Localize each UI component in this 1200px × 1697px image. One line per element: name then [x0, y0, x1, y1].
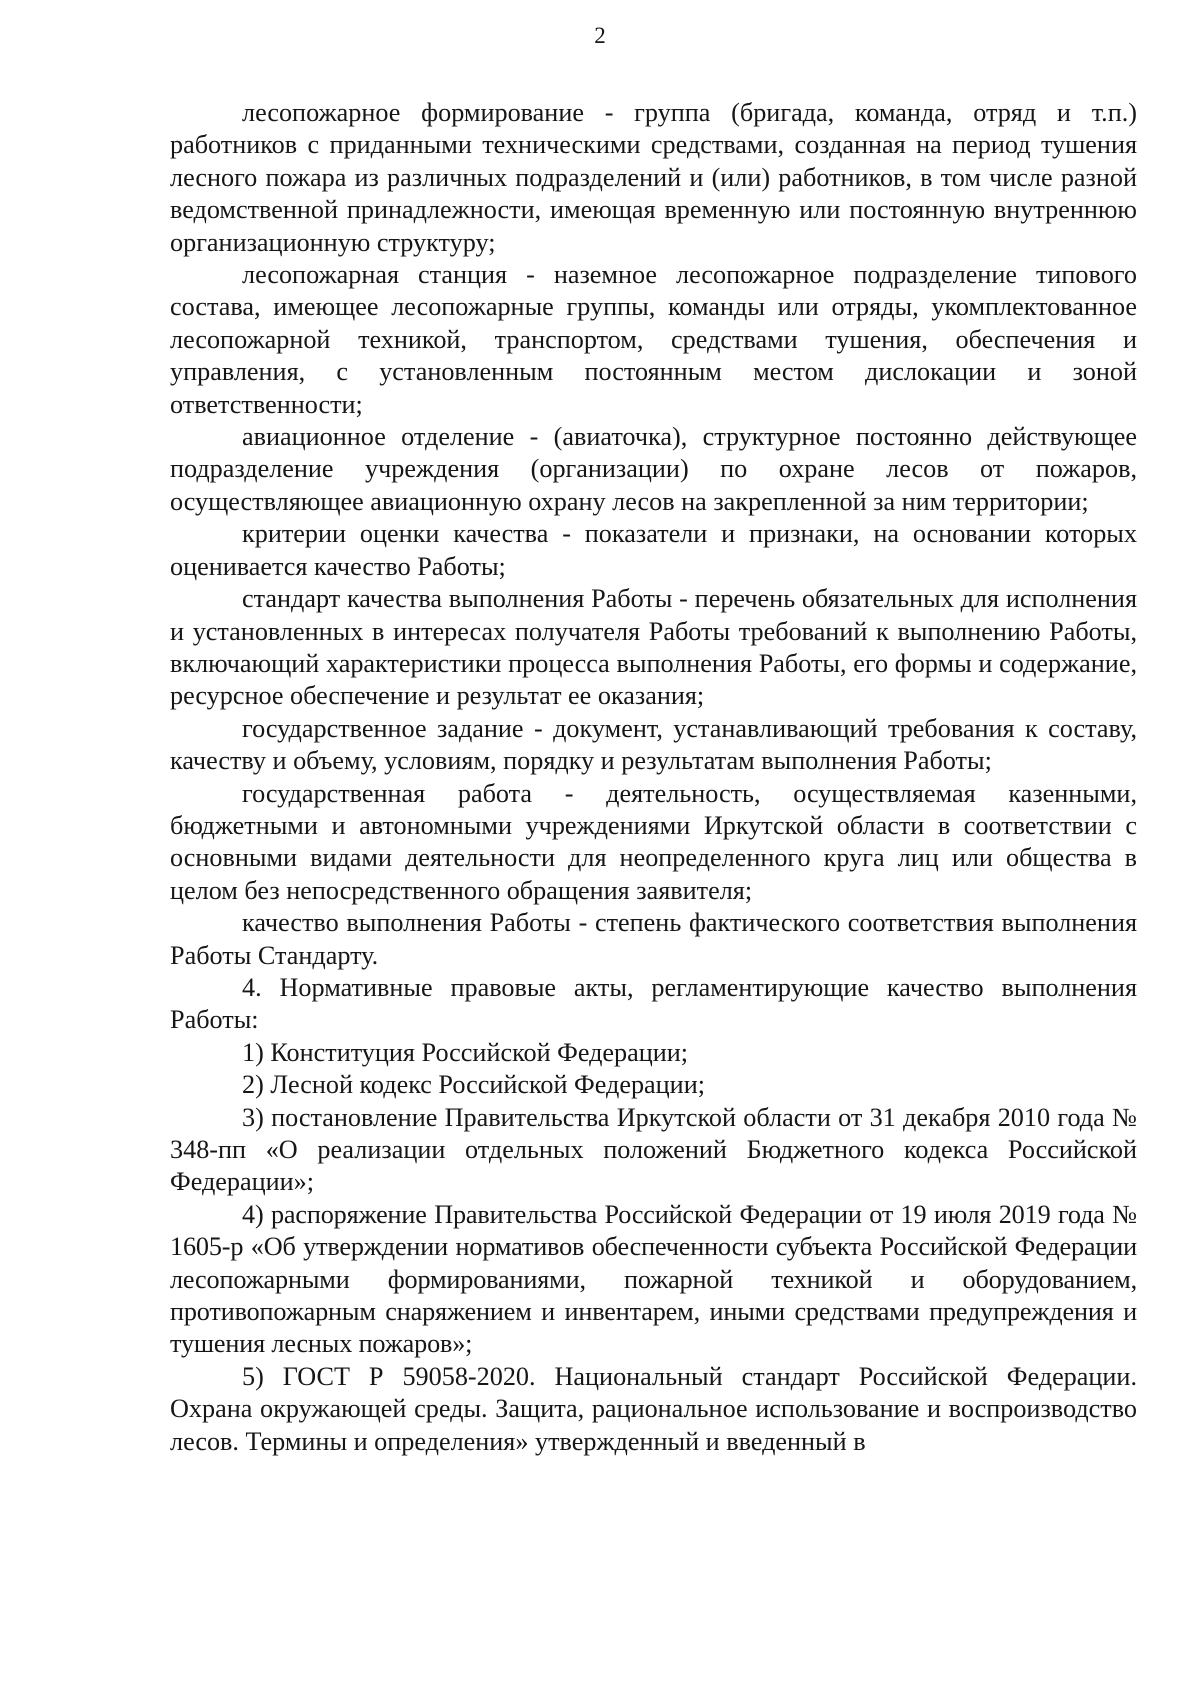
list-item-2-lesnoy-kodeks: 2) Лесной кодекс Российской Федерации;	[242, 1070, 705, 1100]
list-item-1-konstitutsiya: 1) Конституция Российской Федерации;	[242, 1037, 689, 1067]
paragraph-kriterii-otsenki: критерии оценки качества - показатели и признаки, на основании которых оценивается качество Работы;	[170, 519, 1137, 581]
paragraph-lesopozharnoe-formirovanie: лесопожарное формирование - группа (бригада, команда, отряд и т.п.) работников с приданными техническими средствами, созданная на период тушения лесного пожара из различных подразделений и (или) работников, в том числе разной ведомственной принадлежности, имеющая временную или постоянную внутреннюю организационную структуру;	[170, 98, 1137, 257]
paragraph-aviatsionnoe-otdelenie: авиационное отделение - (авиаточка), структурное постоянно действующее подразделение учреждения (организации) по охране лесов от пожаров, осуществляющее авиационную охрану лесов на закрепленной за ним территории;	[170, 422, 1137, 516]
list-item-4-rasporyazhenie: 4) распоряжение Правительства Российской Федерации от 19 июля 2019 года № 1605-р «Об утверждении нормативов обеспеченности субъекта Российской Федерации лесопожарными формированиями, пожарной техникой и оборудованием, противопожарным снаряжением и инвентарем, иными средствами предупреждения и тушения лесных пожаров»;	[170, 1199, 1137, 1359]
paragraph-kachestvo-vypolneniya: качество выполнения Работы - степень фактического соответствия выполнения Работы Стандарту.	[170, 908, 1137, 970]
paragraph-standart-kachestva: стандарт качества выполнения Работы - перечень обязательных для исполнения и установленных в интересах получателя Работы требований к выполнению Работы, включающий характеристики процесса выполнения Работы, его формы и содержание, ресурсное обеспечение и результат ее оказания;	[170, 584, 1137, 711]
page-number: 2	[594, 23, 606, 48]
document-body	[170, 97, 1137, 1458]
list-item-3-postanovlenie: 3) постановление Правительства Иркутской области от 31 декабря 2010 года № 348-пп «О реализации отдельных положений Бюджетного кодекса Российской Федерации»;	[170, 1102, 1137, 1197]
paragraph-gosudarstvennoe-zadanie: государственное задание - документ, устанавливающий требования к составу, качеству и объему, условиям, порядку и результатам выполнения Работы;	[170, 713, 1137, 776]
paragraph-lesopozharnaya-stantsiya: лесопожарная станция - наземное лесопожарное подразделение типового состава, имеющее лесопожарные группы, команды или отряды, укомплектованное лесопожарной техникой, транспортом, средствами тушения, обеспечения и управления, с установленным постоянным местом дислокации и зоной ответственности;	[170, 260, 1137, 419]
paragraph-gosudarstvennaya-rabota: государственная работа - деятельность, осуществляемая казенными, бюджетными и автономными учреждениями Иркутской области в соответствии с основными видами деятельности для неопределенного круга лиц или общества в целом без непосредственного обращения заявителя;	[170, 778, 1137, 905]
paragraph-section-4-heading: 4. Нормативные правовые акты, регламентирующие качество выполнения Работы:	[170, 972, 1137, 1035]
list-item-5-gost: 5) ГОСТ Р 59058-2020. Национальный стандарт Российской Федерации. Охрана окружающей среды. Защита, рациональное использование и воспроизводство лесов. Термины и определения» утвержденный и введенный в	[170, 1361, 1137, 1456]
